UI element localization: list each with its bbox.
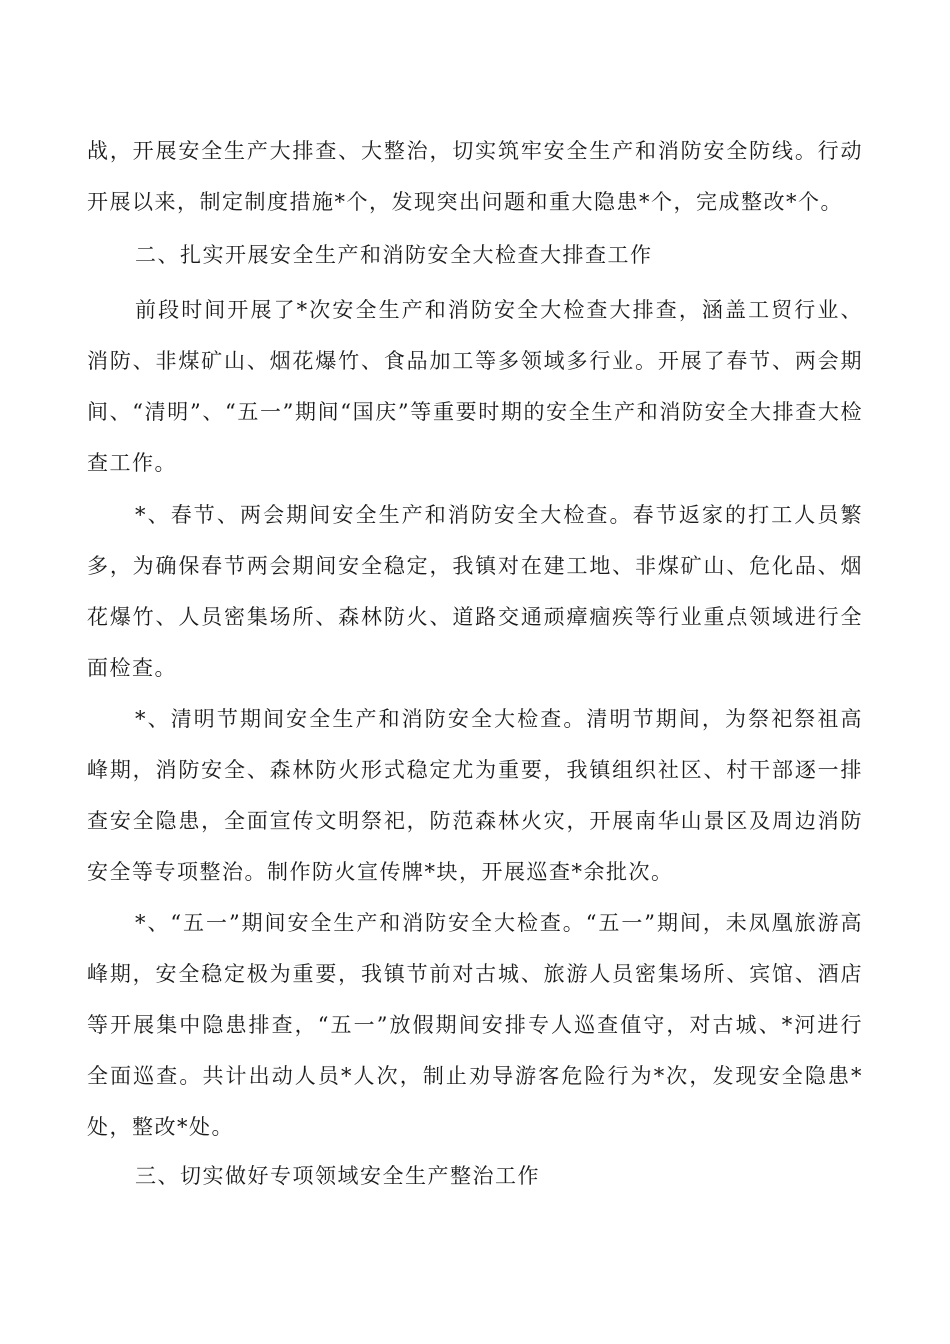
- paragraph-overview: 前段时间开展了*次安全生产和消防安全大检查大排查，涵盖工贸行业、消防、非煤矿山、烟花爆竹、食品加工等多领域多行业。开展了春节、两会期间、“清明”、“五一”期间“国庆”等重要时期的安全生产和消防安全大排查大检查工作。: [87, 298, 863, 475]
- section-heading-3: 三、切实做好专项领域安全生产整治工作: [135, 1164, 540, 1188]
- paragraph-continuation: 战，开展安全生产大排查、大整治，切实筑牢安全生产和消防安全防线。行动开展以来，制定制度措施*个，发现突出问题和重大隐患*个，完成整改*个。: [87, 139, 863, 214]
- paragraph-may-day: *、“五一”期间安全生产和消防安全大检查。“五一”期间，未凤凰旅游高峰期，安全稳定极为重要，我镇节前对古城、旅游人员密集场所、宾馆、酒店等开展集中隐患排查，“五一”放假期间安排专人巡查值守，对古城、*河进行全面巡查。共计出动人员*人次，制止劝导游客危险行为*次，发现安全隐患*处，整改*处。: [87, 911, 863, 1139]
- paragraph-spring-festival: *、春节、两会期间安全生产和消防安全大检查。春节返家的打工人员繁多，为确保春节两会期间安全稳定，我镇对在建工地、非煤矿山、危化品、烟花爆竹、人员密集场所、森林防火、道路交通顽瘴痼疾等行业重点领域进行全面检查。: [87, 503, 863, 680]
- paragraph-qingming: *、清明节期间安全生产和消防安全大检查。清明节期间，为祭祀祭祖高峰期，消防安全、森林防火形式稳定尤为重要，我镇组织社区、村干部逐一排查安全隐患，全面宣传文明祭祀，防范森林火灾，开展南华山景区及周边消防安全等专项整治。制作防火宣传牌*块，开展巡查*余批次。: [87, 707, 863, 884]
- section-heading-2: 二、扎实开展安全生产和消防安全大检查大排查工作: [135, 243, 653, 267]
